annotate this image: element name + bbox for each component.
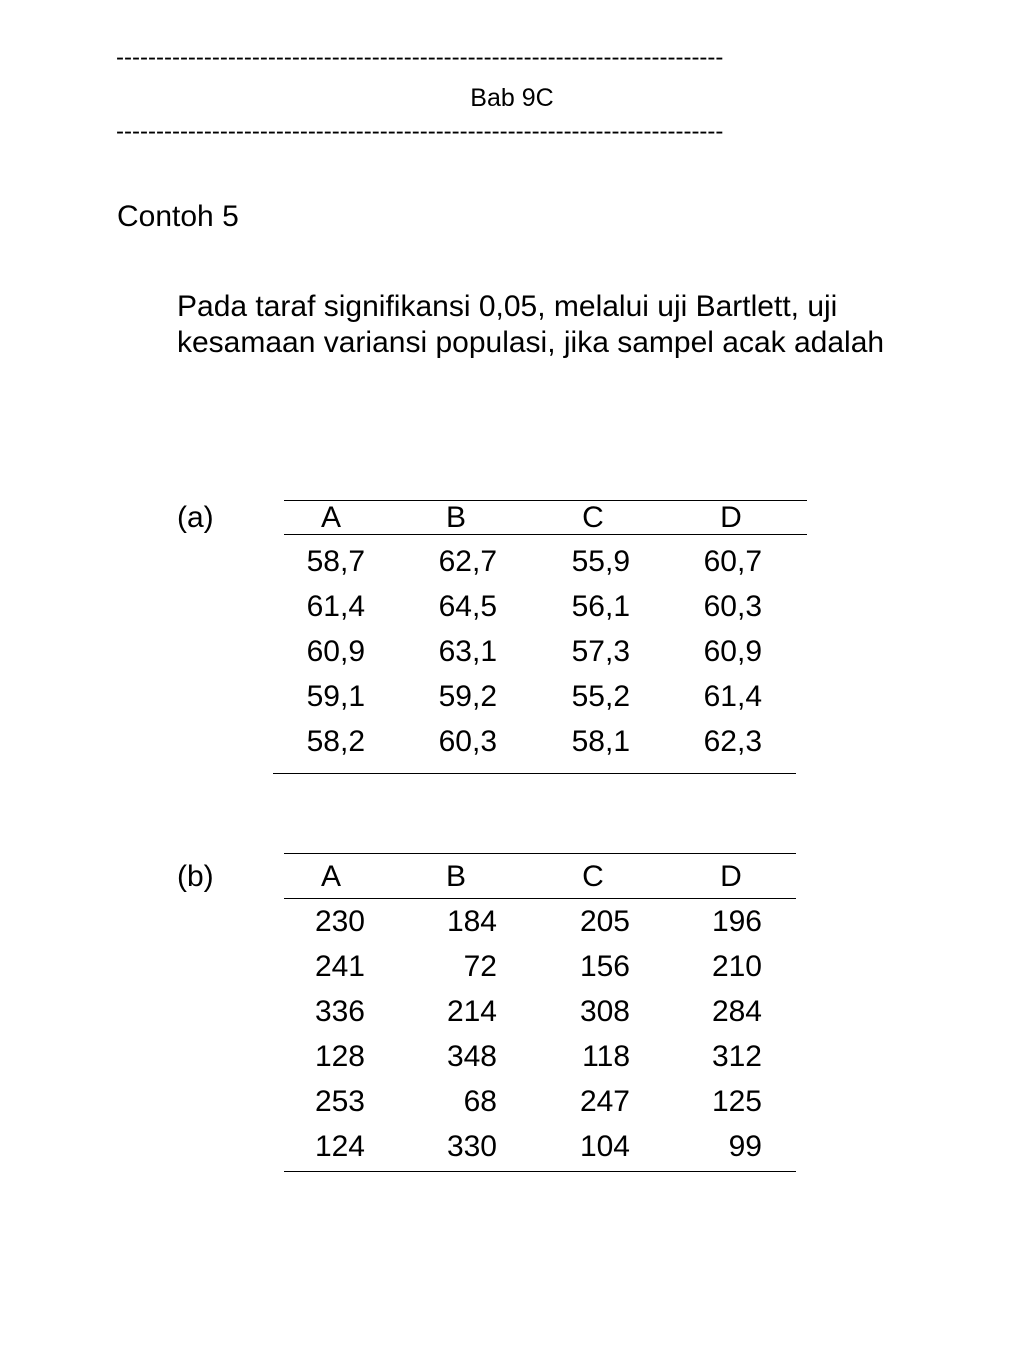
column-header: C	[582, 860, 604, 893]
table-cell: 59,2	[438, 680, 497, 713]
table-cell: 60,3	[703, 590, 762, 623]
table-cell: 61,4	[306, 590, 365, 623]
example-title: Contoh 5	[117, 200, 239, 233]
table-cell: 308	[579, 995, 630, 1028]
table-header-rule	[284, 898, 796, 899]
table-cell: 57,3	[571, 635, 630, 668]
table-cell: 59,1	[306, 680, 365, 713]
table-b-label: (b)	[177, 860, 214, 893]
column-header: A	[320, 501, 341, 534]
table-cell: 284	[711, 995, 762, 1028]
table-cell: 125	[711, 1085, 762, 1118]
column-header: D	[720, 860, 742, 893]
table-cell: 336	[314, 995, 365, 1028]
table-bottom-rule	[284, 1171, 796, 1172]
bottom-dash-rule: ----------------------------------------------------------------------------	[116, 120, 724, 144]
table-cell: 64,5	[438, 590, 497, 623]
top-dash-rule: ----------------------------------------------------------------------------	[116, 46, 724, 70]
table-cell: 60,9	[703, 635, 762, 668]
table-cell: 58,1	[571, 725, 630, 758]
table-cell: 60,9	[306, 635, 365, 668]
table-cell: 241	[314, 950, 365, 983]
column-header: A	[320, 860, 341, 893]
table-cell: 99	[728, 1130, 762, 1163]
table-cell: 72	[463, 950, 497, 983]
table-cell: 124	[314, 1130, 365, 1163]
table-cell: 63,1	[438, 635, 497, 668]
table-cell: 348	[446, 1040, 497, 1073]
table-cell: 253	[314, 1085, 365, 1118]
column-header: C	[582, 501, 604, 534]
table-cell: 196	[711, 905, 762, 938]
table-cell: 247	[579, 1085, 630, 1118]
chapter-title: Bab 9C	[470, 84, 554, 112]
table-bottom-rule	[273, 773, 796, 774]
table-cell: 62,3	[703, 725, 762, 758]
table-cell: 128	[314, 1040, 365, 1073]
table-cell: 58,2	[306, 725, 365, 758]
table-cell: 55,9	[571, 545, 630, 578]
table-cell: 184	[446, 905, 497, 938]
table-cell: 330	[446, 1130, 497, 1163]
column-header: B	[445, 860, 466, 893]
table-cell: 68	[463, 1085, 497, 1118]
table-cell: 60,3	[438, 725, 497, 758]
table-top-rule	[284, 853, 796, 854]
table-a-label: (a)	[177, 501, 214, 534]
table-cell: 312	[711, 1040, 762, 1073]
table-cell: 60,7	[703, 545, 762, 578]
problem-statement: Pada taraf signifikansi 0,05, melalui uji Bartlett, uji kesamaan variansi populasi, jika sampel acak adalah	[177, 290, 885, 359]
table-cell: 61,4	[703, 680, 762, 713]
table-cell: 205	[579, 905, 630, 938]
table-cell: 156	[579, 950, 630, 983]
table-cell: 230	[314, 905, 365, 938]
table-cell: 56,1	[571, 590, 630, 623]
table-cell: 210	[711, 950, 762, 983]
table-cell: 55,2	[571, 680, 630, 713]
table-cell: 104	[579, 1130, 630, 1163]
table-cell: 62,7	[438, 545, 497, 578]
table-cell: 118	[582, 1040, 630, 1073]
column-header: D	[720, 501, 742, 534]
table-cell: 214	[446, 995, 497, 1028]
table-cell: 58,7	[306, 545, 365, 578]
column-header: B	[445, 501, 466, 534]
